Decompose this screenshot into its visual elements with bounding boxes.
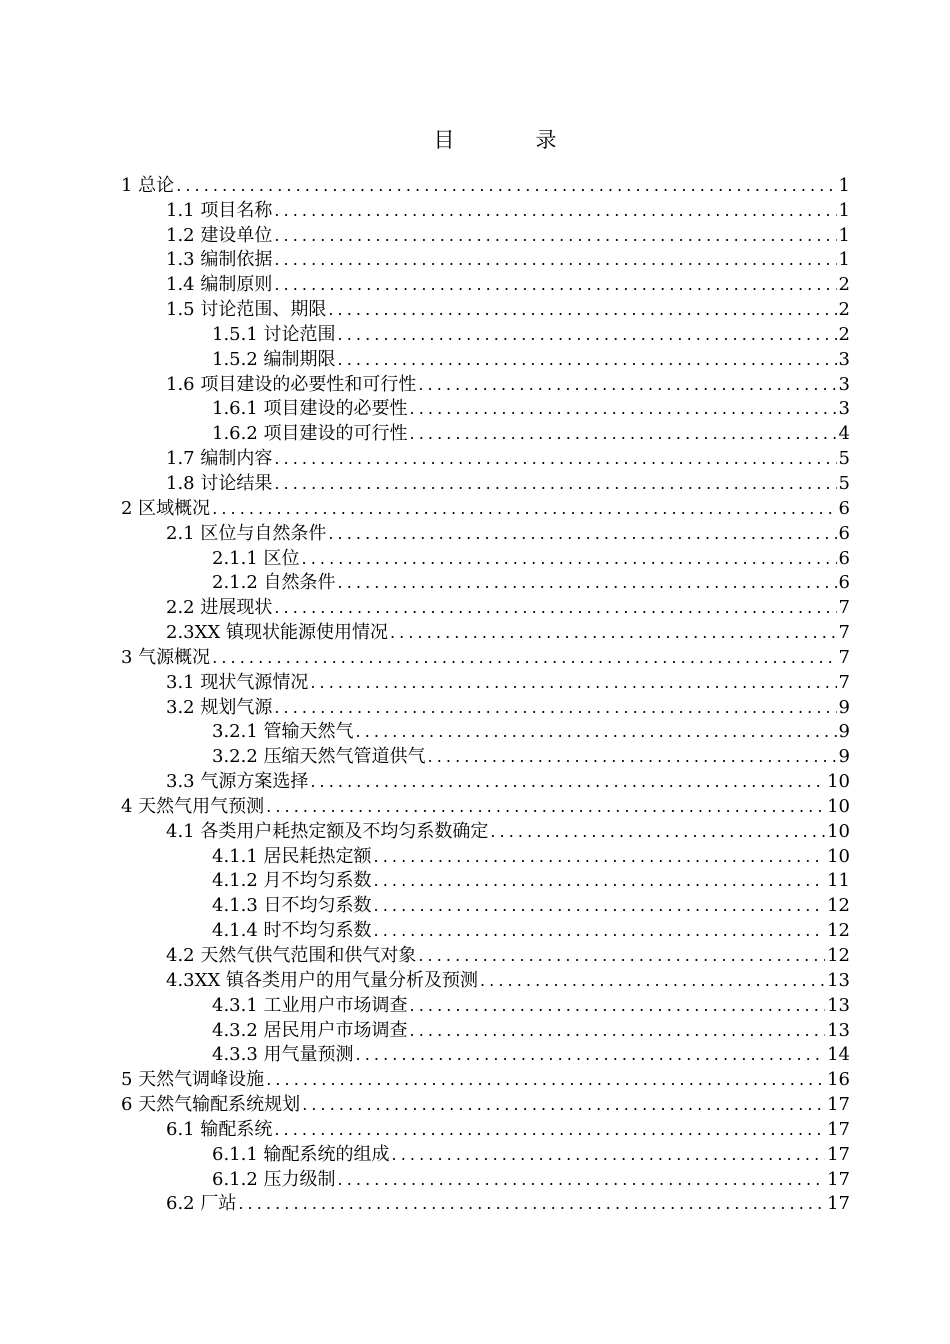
toc-entry-label: 3.2 规划气源 bbox=[166, 696, 273, 718]
toc-entry-label: 1.6.1 项目建设的必要性 bbox=[212, 398, 408, 420]
toc-entry-page-number: 5 bbox=[838, 472, 850, 494]
toc-leader-dots bbox=[356, 721, 837, 743]
toc-leader-dots bbox=[390, 622, 837, 644]
toc-entry-label: 2.1.2 自然条件 bbox=[212, 572, 336, 594]
toc-entry-page-number: 9 bbox=[838, 696, 850, 718]
toc-entry-label: 6 天然气输配系统规划 bbox=[121, 1094, 301, 1116]
toc-entry-label: 5 天然气调峰设施 bbox=[121, 1069, 265, 1091]
toc-entry[interactable] bbox=[0, 1191, 950, 1216]
toc-entry[interactable] bbox=[0, 768, 950, 793]
toc-leader-dots bbox=[418, 374, 836, 396]
toc-entry-page-number: 17 bbox=[827, 1143, 850, 1165]
toc-entry-label: 2.2 进展现状 bbox=[166, 597, 273, 619]
toc-entry[interactable] bbox=[0, 1066, 950, 1091]
toc-leader-dots bbox=[328, 523, 836, 545]
toc-entry-page-number: 17 bbox=[827, 1118, 850, 1140]
toc-entry-label: 1.5 讨论范围、期限 bbox=[166, 299, 327, 321]
toc-entry[interactable] bbox=[0, 222, 950, 247]
toc-entry[interactable] bbox=[0, 520, 950, 545]
toc-entry-page-number: 7 bbox=[838, 671, 850, 693]
toc-entry[interactable] bbox=[0, 719, 950, 744]
toc-entry-page-number: 5 bbox=[838, 448, 850, 470]
toc-entry-label: 1.4 编制原则 bbox=[166, 274, 273, 296]
toc-entry[interactable] bbox=[0, 172, 950, 197]
toc-entry[interactable] bbox=[0, 1042, 950, 1067]
toc-entry-page-number: 1 bbox=[838, 224, 850, 246]
toc-entry-page-number: 4 bbox=[838, 423, 850, 445]
toc-entry-label: 4.3.1 工业用户市场调查 bbox=[212, 994, 408, 1016]
toc-entry[interactable] bbox=[0, 669, 950, 694]
toc-entry-label: 1.5.1 讨论范围 bbox=[212, 323, 336, 345]
toc-leader-dots bbox=[274, 473, 836, 495]
toc-leader-dots bbox=[410, 1020, 826, 1042]
toc-entry-label: 4.1.2 月不均匀系数 bbox=[212, 870, 372, 892]
toc-entry[interactable] bbox=[0, 271, 950, 296]
toc-leader-dots bbox=[212, 647, 836, 669]
toc-entry-page-number: 6 bbox=[838, 522, 850, 544]
toc-entry-label: 4.3.3 用气量预测 bbox=[212, 1044, 354, 1066]
toc-entry-label: 1.7 编制内容 bbox=[166, 448, 273, 470]
toc-entry[interactable] bbox=[0, 1116, 950, 1141]
toc-entry-label: 6.1.2 压力级制 bbox=[212, 1168, 336, 1190]
toc-entry-page-number: 11 bbox=[827, 870, 850, 892]
toc-entry[interactable] bbox=[0, 495, 950, 520]
toc-entry-page-number: 13 bbox=[827, 994, 850, 1016]
toc-entry-label: 6.1 输配系统 bbox=[166, 1118, 273, 1140]
toc-entry-page-number: 13 bbox=[827, 1019, 850, 1041]
toc-leader-dots bbox=[310, 672, 836, 694]
toc-entry-label: 2.3XX 镇现状能源使用情况 bbox=[166, 622, 388, 644]
toc-leader-dots bbox=[338, 1169, 826, 1191]
toc-entry-page-number: 7 bbox=[838, 597, 850, 619]
toc-leader-dots bbox=[338, 572, 837, 594]
toc-entry[interactable] bbox=[0, 917, 950, 942]
toc-entry-page-number: 2 bbox=[838, 299, 850, 321]
toc-leader-dots bbox=[328, 299, 836, 321]
toc-entry-label: 4.2 天然气供气范围和供气对象 bbox=[166, 945, 417, 966]
toc-entry-label: 6.2 厂站 bbox=[166, 1193, 237, 1215]
toc-leader-dots bbox=[274, 200, 836, 222]
toc-entry-label: 4 天然气用气预测 bbox=[121, 795, 265, 817]
toc-leader-dots bbox=[392, 1144, 826, 1166]
toc-entry[interactable] bbox=[0, 371, 950, 396]
toc-leader-dots bbox=[274, 697, 836, 719]
toc-entry[interactable] bbox=[0, 619, 950, 644]
toc-entry-page-number: 9 bbox=[838, 746, 850, 768]
toc-entry-label: 2.1.1 区位 bbox=[212, 547, 300, 569]
toc-entry[interactable] bbox=[0, 892, 950, 917]
toc-entry-page-number: 16 bbox=[827, 1069, 850, 1091]
toc-entry-page-number: 13 bbox=[827, 969, 850, 991]
toc-entry[interactable] bbox=[0, 247, 950, 272]
toc-leader-dots bbox=[274, 597, 836, 619]
toc-leader-dots bbox=[338, 349, 837, 371]
toc-leader-dots bbox=[266, 796, 825, 818]
toc-leader-dots bbox=[480, 970, 825, 992]
toc-entry[interactable] bbox=[0, 396, 950, 421]
toc-leader-dots bbox=[274, 1119, 825, 1141]
toc-entry-label: 2 区域概况 bbox=[121, 497, 211, 519]
toc-entry-label: 4.1.4 时不均匀系数 bbox=[212, 920, 372, 942]
toc-entry-label: 4.1 各类用户耗热定额及不均匀系数确定 bbox=[166, 820, 489, 842]
toc-leader-dots bbox=[338, 324, 837, 346]
toc-entry-label: 2.1 区位与自然条件 bbox=[166, 522, 327, 544]
toc-entry-label: 3.1 现状气源情况 bbox=[166, 671, 309, 693]
toc-leader-dots bbox=[374, 920, 826, 942]
page-title: 目 录 bbox=[433, 128, 587, 152]
toc-entry-page-number: 17 bbox=[827, 1094, 850, 1116]
toc-entry-label: 4.1.1 居民耗热定额 bbox=[212, 845, 372, 867]
toc-entry-page-number: 1 bbox=[838, 249, 850, 271]
toc-leader-dots bbox=[428, 746, 837, 768]
toc-leader-dots bbox=[490, 821, 825, 843]
toc-entry[interactable] bbox=[0, 570, 950, 595]
toc-entry[interactable] bbox=[0, 296, 950, 321]
toc-leader-dots bbox=[356, 1044, 826, 1066]
toc-entry[interactable] bbox=[0, 1166, 950, 1191]
toc-entry-page-number: 7 bbox=[838, 622, 850, 644]
toc-entry-label: 1.2 建设单位 bbox=[166, 224, 273, 246]
toc-entry-page-number: 3 bbox=[838, 398, 850, 420]
toc-leader-dots bbox=[274, 448, 836, 470]
toc-entry-page-number: 10 bbox=[827, 845, 850, 867]
table-of-contents bbox=[0, 172, 950, 1215]
toc-entry-label: 4.3XX 镇各类用户的用气量分析及预测 bbox=[166, 969, 478, 991]
toc-leader-dots bbox=[310, 771, 825, 793]
toc-entry-label: 3.2.2 压缩天然气管道供气 bbox=[212, 746, 426, 768]
toc-leader-dots bbox=[418, 945, 825, 967]
toc-entry-label: 4.3.2 居民用户市场调查 bbox=[212, 1019, 408, 1041]
toc-leader-dots bbox=[410, 398, 837, 420]
toc-entry-page-number: 3 bbox=[838, 348, 850, 370]
toc-entry[interactable] bbox=[0, 346, 950, 371]
toc-entry[interactable] bbox=[0, 1017, 950, 1042]
toc-entry-page-number: 7 bbox=[838, 646, 850, 668]
toc-entry-page-number: 12 bbox=[827, 895, 850, 917]
toc-leader-dots bbox=[302, 548, 837, 570]
toc-entry-page-number: 17 bbox=[827, 1168, 850, 1190]
toc-entry-page-number: 17 bbox=[827, 1193, 850, 1215]
toc-entry[interactable] bbox=[0, 843, 950, 868]
toc-entry-page-number: 10 bbox=[827, 795, 850, 817]
toc-entry[interactable] bbox=[0, 420, 950, 445]
toc-entry-page-number: 12 bbox=[827, 945, 850, 966]
toc-entry-label: 3.3 气源方案选择 bbox=[166, 771, 309, 793]
toc-leader-dots bbox=[274, 274, 836, 296]
toc-entry-page-number: 2 bbox=[838, 274, 850, 296]
toc-leader-dots bbox=[238, 1193, 825, 1215]
toc-entry-label: 1.6.2 项目建设的可行性 bbox=[212, 423, 408, 445]
toc-leader-dots bbox=[410, 423, 837, 445]
toc-entry-page-number: 3 bbox=[838, 373, 850, 395]
toc-entry-label: 3 气源概况 bbox=[121, 646, 211, 668]
toc-entry[interactable] bbox=[0, 644, 950, 669]
toc-entry[interactable] bbox=[0, 967, 950, 992]
toc-entry[interactable] bbox=[0, 470, 950, 495]
toc-entry-page-number: 2 bbox=[838, 323, 850, 345]
toc-entry-label: 1 总论 bbox=[121, 174, 175, 196]
toc-entry-page-number: 14 bbox=[827, 1044, 850, 1066]
toc-leader-dots bbox=[302, 1094, 825, 1116]
toc-leader-dots bbox=[410, 995, 826, 1017]
toc-entry[interactable] bbox=[0, 818, 950, 843]
toc-entry-label: 4.1.3 日不均匀系数 bbox=[212, 895, 372, 917]
toc-entry[interactable] bbox=[0, 594, 950, 619]
toc-entry-label: 1.8 讨论结果 bbox=[166, 472, 273, 494]
toc-entry-label: 1.1 项目名称 bbox=[166, 199, 273, 221]
toc-leader-dots bbox=[274, 225, 836, 247]
toc-entry-label: 1.5.2 编制期限 bbox=[212, 348, 336, 370]
toc-entry-page-number: 9 bbox=[838, 721, 850, 743]
toc-entry-page-number: 1 bbox=[838, 199, 850, 221]
toc-entry[interactable] bbox=[0, 1141, 950, 1166]
toc-entry[interactable] bbox=[0, 694, 950, 719]
toc-entry-page-number: 12 bbox=[827, 920, 850, 942]
toc-entry[interactable] bbox=[0, 545, 950, 570]
toc-entry[interactable] bbox=[0, 942, 950, 967]
toc-entry-page-number: 10 bbox=[827, 820, 850, 842]
toc-entry-page-number: 6 bbox=[838, 572, 850, 594]
toc-leader-dots bbox=[274, 249, 836, 271]
toc-leader-dots bbox=[374, 846, 826, 868]
toc-entry[interactable] bbox=[0, 992, 950, 1017]
toc-entry-page-number: 6 bbox=[838, 497, 850, 519]
toc-entry[interactable] bbox=[0, 743, 950, 768]
toc-leader-dots bbox=[374, 895, 826, 917]
toc-entry-label: 1.3 编制依据 bbox=[166, 249, 273, 271]
toc-entry-label: 3.2.1 管输天然气 bbox=[212, 721, 354, 743]
toc-entry-page-number: 10 bbox=[827, 771, 850, 793]
toc-entry[interactable] bbox=[0, 197, 950, 222]
toc-entry-label: 6.1.1 输配系统的组成 bbox=[212, 1143, 390, 1165]
toc-entry[interactable] bbox=[0, 868, 950, 893]
toc-entry[interactable] bbox=[0, 1091, 950, 1116]
toc-entry-label: 1.6 项目建设的必要性和可行性 bbox=[166, 373, 417, 395]
toc-leader-dots bbox=[374, 870, 826, 892]
toc-entry[interactable] bbox=[0, 793, 950, 818]
toc-entry-page-number: 6 bbox=[838, 547, 850, 569]
toc-entry-page-number: 1 bbox=[838, 174, 850, 196]
toc-leader-dots bbox=[266, 1069, 825, 1091]
toc-leader-dots bbox=[176, 175, 836, 197]
toc-leader-dots bbox=[212, 498, 836, 520]
toc-entry[interactable] bbox=[0, 321, 950, 346]
toc-entry[interactable] bbox=[0, 445, 950, 470]
